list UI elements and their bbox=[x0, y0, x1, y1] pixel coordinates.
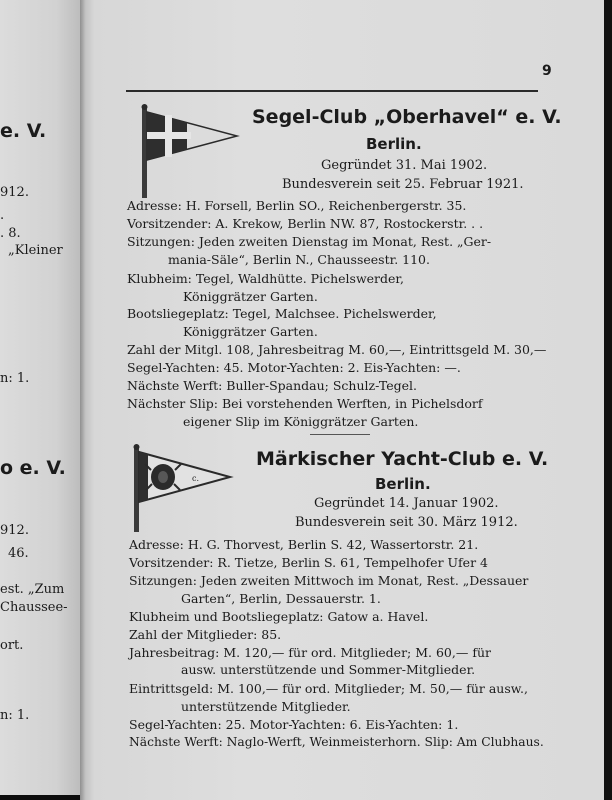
left-line: . bbox=[0, 208, 5, 223]
club1-city: Berlin. bbox=[366, 135, 422, 153]
left-line: n: 1. bbox=[0, 371, 30, 386]
club2-pennant-letter: c. bbox=[192, 474, 200, 483]
club1-line: mania-Säle“, Berlin N., Chausseestr. 110. bbox=[168, 252, 430, 267]
club2-line: Zahl der Mitglieder: 85. bbox=[129, 627, 282, 642]
left-line: 912. bbox=[0, 523, 29, 538]
book-gutter bbox=[80, 0, 94, 800]
left-line: o e. V. bbox=[0, 457, 66, 479]
page-edge bbox=[604, 0, 612, 800]
club2-line: Adresse: H. G. Thorvest, Berlin S. 42, Wassertorstr. 21. bbox=[129, 537, 479, 552]
page-number: 9 bbox=[542, 63, 552, 79]
club1-line: Nächste Werft: Buller-Spandau; Schulz-Tegel. bbox=[127, 378, 418, 393]
club2-pennant-icon bbox=[128, 444, 238, 534]
club2-line: Nächste Werft: Naglo-Werft, Weinmeisterhorn. Slip: Am Clubhaus. bbox=[129, 735, 544, 749]
club2-title: Märkischer Yacht-Club e. V. bbox=[256, 448, 549, 470]
club1-line: Königgrätzer Garten. bbox=[183, 289, 318, 304]
club1-line: Klubheim: Tegel, Waldhütte. Pichelswerder, bbox=[127, 271, 405, 286]
club2-federation: Bundesverein seit 30. März 1912. bbox=[295, 515, 518, 530]
club1-title: Segel-Club „Oberhavel“ e. V. bbox=[252, 106, 562, 128]
left-line: e. V. bbox=[0, 120, 47, 142]
section-divider bbox=[310, 434, 370, 435]
club1-line: Zahl der Mitgl. 108, Jahresbeitrag M. 60,—, Eintrittsgeld M. 30,— bbox=[127, 342, 547, 357]
club1-founded: Gegründet 31. Mai 1902. bbox=[321, 158, 488, 173]
left-line: Chaussee- bbox=[0, 600, 68, 615]
club1-line: Königgrätzer Garten. bbox=[183, 324, 318, 339]
club2-line: ausw. unterstützende und Sommer-Mitglieder. bbox=[181, 662, 476, 677]
club2-line: Jahresbeitrag: M. 120,— für ord. Mitglieder; M. 60,— für bbox=[129, 645, 491, 660]
club2-line: Vorsitzender: R. Tietze, Berlin S. 61, Tempelhofer Ufer 4 bbox=[129, 555, 488, 570]
left-line: „Kleiner bbox=[8, 243, 63, 258]
club2-line: Sitzungen: Jeden zweiten Mittwoch im Monat, Rest. „Dessauer bbox=[129, 573, 529, 588]
club2-line: unterstützende Mitglieder. bbox=[181, 699, 351, 714]
club1-federation: Bundesverein seit 25. Februar 1921. bbox=[282, 177, 524, 192]
club1-line: Bootsliegeplatz: Tegel, Malchsee. Pichelswerder, bbox=[127, 306, 437, 321]
club1-line: Vorsitzender: A. Krekow, Berlin NW. 87, Rostockerstr. . . bbox=[127, 216, 484, 231]
club2-line: Eintrittsgeld: M. 100,— für ord. Mitglieder; M. 50,— für ausw., bbox=[129, 681, 528, 696]
left-page bbox=[0, 0, 80, 795]
club2-city: Berlin. bbox=[375, 475, 431, 493]
club1-line: Adresse: H. Forsell, Berlin SO., Reichenbergerstr. 35. bbox=[127, 198, 467, 213]
left-line: 912. bbox=[0, 185, 29, 200]
left-line: est. „Zum bbox=[0, 582, 65, 597]
club2-line: Garten“, Berlin, Dessauerstr. 1. bbox=[181, 591, 381, 606]
club1-line: Nächster Slip: Bei vorstehenden Werften, in Pichelsdorf bbox=[127, 396, 483, 411]
club1-line: eigener Slip im Königgrätzer Garten. bbox=[183, 414, 419, 429]
club2-line: Segel-Yachten: 25. Motor-Yachten: 6. Eis-Yachten: 1. bbox=[129, 717, 459, 732]
header-rule bbox=[126, 90, 538, 92]
left-line: ort. bbox=[0, 638, 24, 653]
left-line: n: 1. bbox=[0, 708, 30, 723]
club1-line: Segel-Yachten: 45. Motor-Yachten: 2. Eis-Yachten: —. bbox=[127, 360, 461, 375]
left-line: 46. bbox=[8, 546, 29, 561]
club1-pennant-icon bbox=[137, 104, 247, 200]
club2-founded: Gegründet 14. Januar 1902. bbox=[314, 496, 499, 511]
club2-line: Klubheim und Bootsliegeplatz: Gatow a. Havel. bbox=[129, 609, 429, 624]
club1-line: Sitzungen: Jeden zweiten Dienstag im Monat, Rest. „Ger- bbox=[127, 234, 492, 249]
left-line: . 8. bbox=[0, 226, 21, 241]
